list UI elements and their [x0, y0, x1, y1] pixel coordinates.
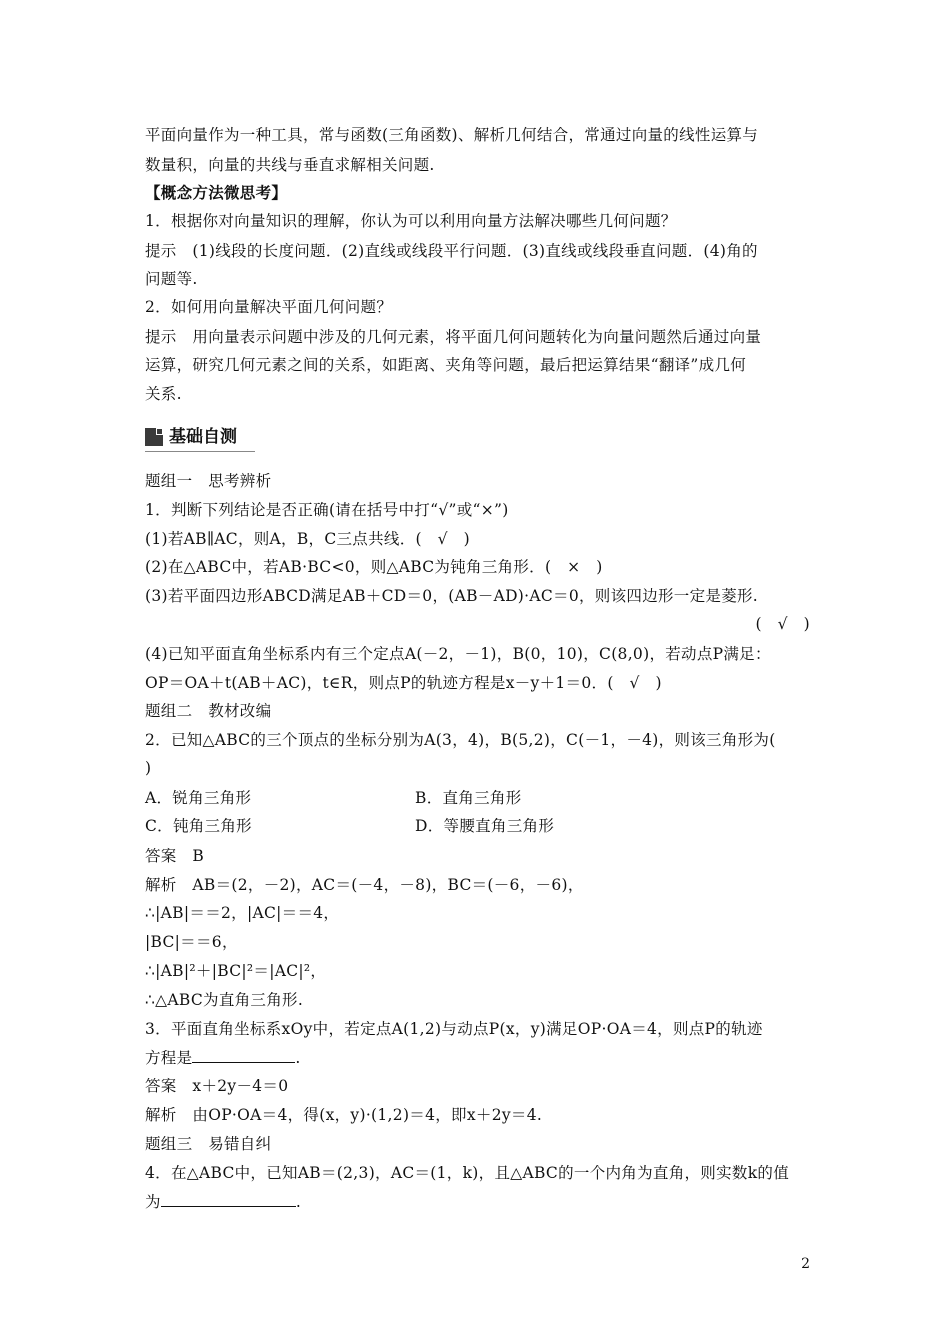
- concept-answer-2-line-2: 运算，研究几何元素之间的关系，如距离、夹角等问题，最后把运算结果“翻译”成几何: [145, 356, 747, 374]
- question-3-end: .: [295, 1049, 301, 1067]
- solution-2-line-2: ∴|AB|＝＝2，|AC|＝＝4，: [145, 904, 340, 922]
- group2-question-2-line-1: 2．已知△ABC的三个顶点的坐标分别为A(3，4)，B(5,2)，C(－1，－4)，则该三角形为(: [145, 731, 776, 749]
- section-header: [145, 424, 255, 452]
- answer-blank-3: [192, 1046, 295, 1063]
- section-title: 基础自测: [169, 427, 237, 447]
- concept-answer-1-line-2: 问题等.: [145, 270, 198, 288]
- concept-answer-2-line-3: 关系.: [145, 385, 182, 403]
- group1-heading: 题组一 思考辨析: [145, 472, 272, 490]
- group3-heading: 题组三 易错自纠: [145, 1135, 272, 1153]
- option-row-1: [145, 787, 810, 809]
- question-3-line-2: [145, 1046, 810, 1069]
- question-4-line-2: [145, 1190, 810, 1213]
- option-a: A．锐角三角形: [145, 789, 252, 807]
- group2-heading: 题组二 教材改编: [145, 702, 272, 720]
- answer-blank-4: [161, 1190, 296, 1207]
- intro-line-2: 数量积，向量的共线与垂直求解相关问题.: [145, 156, 435, 174]
- solution-2-line-3: |BC|＝＝6，: [145, 933, 238, 951]
- answer-3: 答案 x＋2y－4＝0: [145, 1077, 289, 1095]
- group1-question-1: 1．判断下列结论是否正确(请在括号中打“√”或“×”): [145, 501, 509, 519]
- concept-answer-2-line-1: 提示 用向量表示问题中涉及的几何元素，将平面几何问题转化为向量问题然后通过向量: [145, 328, 762, 346]
- group2-question-2-line-2: ): [145, 759, 152, 777]
- option-b: B．直角三角形: [415, 789, 522, 807]
- solution-3: 解析 由OP·OA＝4，得(x，y)·(1,2)＝4，即x＋2y＝4.: [145, 1106, 543, 1124]
- group1-statement-2: (2)在△ABC中，若AB·BC<0，则△ABC为钝角三角形．( × ): [145, 558, 603, 576]
- group1-statement-4-line-1: (4)已知平面直角坐标系内有三个定点A(－2，－1)，B(0，10)，C(8,0)，若动点P满足：: [145, 645, 771, 663]
- group1-statement-3: (3)若平面四边形ABCD满足AB＋CD＝0，(AB－AD)·AC＝0，则该四边形一定是菱形.: [145, 587, 759, 605]
- page-number: 2: [801, 1256, 810, 1272]
- question-4-prefix: 为: [145, 1193, 161, 1211]
- concept-answer-1-line-1: 提示 (1)线段的长度问题．(2)直线或线段平行问题．(3)直线或线段垂直问题．(4)角的: [145, 242, 758, 260]
- concept-question-2: 2．如何用向量解决平面几何问题？: [145, 298, 393, 316]
- solution-2-line-1: 解析 AB＝(2，－2)，AC＝(－4，－8)，BC＝(－6，－6)，: [145, 876, 584, 894]
- option-d: D．等腰直角三角形: [415, 817, 555, 835]
- solution-2-line-5: ∴△ABC为直角三角形.: [145, 991, 304, 1009]
- group1-statement-1: (1)若AB∥AC，则A，B，C三点共线．( √ ): [145, 530, 470, 548]
- answer-2: 答案 B: [145, 847, 205, 865]
- section-square-icon: [145, 428, 163, 446]
- question-4-line-1: 4．在△ABC中，已知AB＝(2,3)，AC＝(1，k)，且△ABC的一个内角为直角，则实数k的值: [145, 1164, 789, 1182]
- section-underline: [145, 451, 255, 452]
- group1-statement-3-mark: ( √ ): [755, 615, 810, 633]
- intro-line-1: 平面向量作为一种工具，常与函数(三角函数)、解析几何结合，常通过向量的线性运算与: [145, 126, 759, 144]
- question-4-end: .: [295, 1193, 302, 1211]
- solution-2-line-4: ∴|AB|²＋|BC|²＝|AC|²，: [145, 962, 327, 980]
- option-c: C．钝角三角形: [145, 817, 252, 835]
- concept-question-1: 1．根据你对向量知识的理解，你认为可以利用向量方法解决哪些几何问题？: [145, 212, 677, 230]
- option-row-2: [145, 815, 810, 837]
- question-3-prefix: 方程是: [145, 1049, 193, 1067]
- question-3-line-1: 3．平面直角坐标系xOy中，若定点A(1,2)与动点P(x，y)满足OP·OA＝4，则点P的轨迹: [145, 1020, 763, 1038]
- group1-statement-4-line-2: OP＝OA＋t(AB＋AC)，t∈R，则点P的轨迹方程是x－y＋1＝0．( √ ): [145, 674, 662, 692]
- concept-heading: 【概念方法微思考】: [145, 183, 288, 202]
